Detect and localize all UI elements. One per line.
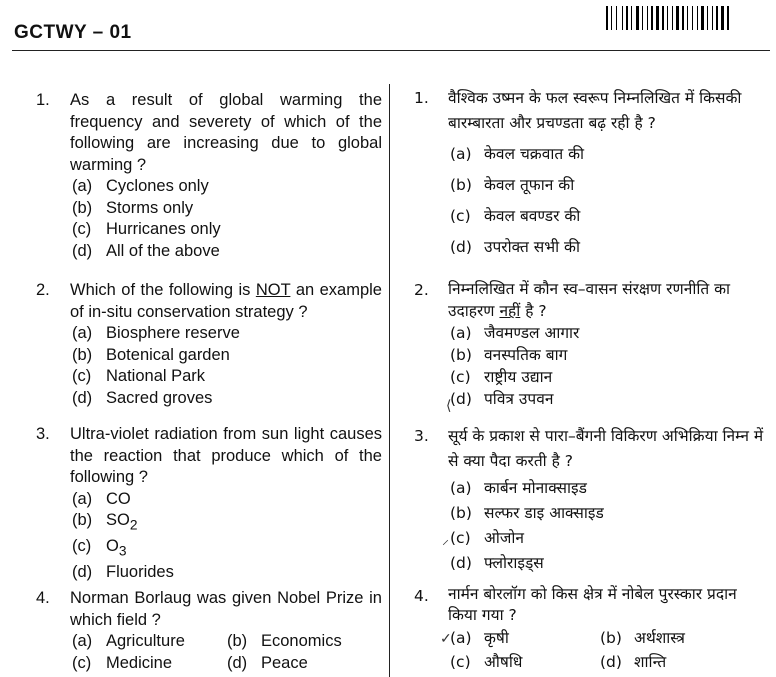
barcode-bar <box>667 6 668 30</box>
options-list <box>450 476 768 576</box>
option-a: (a) CO <box>72 489 131 508</box>
question-3-hi <box>414 424 768 576</box>
option-c: (c) Hurricanes only <box>72 220 221 238</box>
question-number: 4. <box>36 589 50 607</box>
question-text: Which of the following is NOT an example of in-situ conservation strategy ? <box>70 281 382 321</box>
barcode-bar <box>606 6 608 30</box>
options-list <box>72 489 382 584</box>
barcode-bar <box>647 6 648 30</box>
header-divider <box>12 50 770 51</box>
option-d: (d) फ्लोराइड्स <box>450 554 544 572</box>
barcode-bar <box>697 6 698 30</box>
question-text: Ultra-violet radiation from sun light causes the reaction that produce which of the following ? <box>70 425 382 486</box>
option-d: (d) Fluorides <box>72 562 174 581</box>
question-1-en <box>36 90 382 262</box>
option-c: (c) Medicine <box>72 653 173 672</box>
option-b: (b) Botenical garden <box>72 345 230 364</box>
pencil-tick-icon: ✓ <box>440 630 452 646</box>
option-d: (d) पवित्र उपवन <box>450 390 554 408</box>
option-a: (a) जैवमण्डल आगार <box>450 324 580 342</box>
barcode-bar <box>721 6 724 30</box>
barcode-bar <box>642 6 643 30</box>
barcode-bar <box>682 6 684 30</box>
question-number: 2. <box>414 281 429 299</box>
question-2-hi <box>414 278 768 410</box>
question-number: 3. <box>36 425 50 443</box>
barcode-bar <box>727 6 729 30</box>
option-a: (a) Biosphere reserve <box>72 324 240 342</box>
question-3-en <box>36 424 382 583</box>
barcode-bar <box>611 6 612 30</box>
barcode-bar <box>712 6 713 30</box>
question-number: 1. <box>414 89 429 107</box>
barcode-bar <box>707 6 708 30</box>
option-a: (a) केवल चक्रवात की <box>450 145 585 163</box>
options-list <box>450 626 768 674</box>
barcode-bar <box>631 6 632 30</box>
barcode-bar <box>692 6 693 30</box>
pencil-tick-icon: ⸝ <box>442 531 449 547</box>
option-a: (a) कार्बन मोनाक्साइड <box>450 479 587 497</box>
option-d: (d) All of the above <box>72 241 220 260</box>
option-c: (c) National Park <box>72 367 206 385</box>
barcode <box>606 6 770 30</box>
option-b: (b) Storms only <box>72 198 194 217</box>
option-a: (a) Cyclones only <box>72 177 209 195</box>
option-d: (d) Peace <box>227 653 308 672</box>
barcode-bar <box>622 6 623 30</box>
barcode-bar <box>662 6 664 30</box>
option-d: (d) Sacred groves <box>72 388 213 407</box>
barcode-bar <box>651 6 653 30</box>
emphasis-not: NOT <box>255 281 291 299</box>
option-d: (d) शान्ति <box>600 653 667 671</box>
option-b: (b) अर्थशास्त्र <box>600 629 685 647</box>
question-text: निम्नलिखित में कौन स्व–वासन संरक्षण रणनीति का उदाहरण नहीं है ? <box>448 280 731 320</box>
option-c: (c) औषधि <box>450 653 523 671</box>
pencil-tick-icon: ⟨ <box>446 397 452 413</box>
question-2-en <box>36 280 382 409</box>
question-text: नार्मन बोरलॉग को किस क्षेत्र में नोबेल पुरस्कार प्रदान किया गया ? <box>448 585 737 624</box>
options-list <box>72 323 382 409</box>
option-b: (b) सल्फर डाइ आक्साइड <box>450 504 604 522</box>
question-text: सूर्य के प्रकाश से पारा–बैंगनी विकिरण अभिक्रिया निम्न में से क्या पैदा करती है ? <box>448 427 764 470</box>
option-c: (c) ओजोन <box>450 529 524 547</box>
options-list <box>72 631 382 674</box>
barcode-bar <box>616 6 617 30</box>
option-c: (c) $O_3$ <box>72 536 127 559</box>
paper-code: GCTWY – 01 <box>14 22 132 43</box>
options-list <box>450 322 768 410</box>
question-text: वैश्विक उष्मन के फल स्वरूप निम्नलिखित में किसकी बारम्बारता और प्रचण्डता बढ़ रही है ? <box>448 89 742 132</box>
question-4-hi <box>414 584 768 674</box>
option-b: (b) Economics <box>227 632 342 650</box>
question-1-hi <box>414 86 768 260</box>
question-4-en <box>36 588 382 674</box>
options-list <box>450 142 768 260</box>
option-c: (c) केवल बवण्डर की <box>450 207 581 225</box>
option-b: (b) वनस्पतिक बाग <box>450 346 568 364</box>
option-c: (c) राष्ट्रीय उद्यान <box>450 368 553 386</box>
question-number: 3. <box>414 427 429 445</box>
barcode-bar <box>716 6 718 30</box>
option-a: (a) Agriculture <box>72 632 185 650</box>
barcode-bar <box>626 6 628 30</box>
option-d: (d) उपरोक्त सभी की <box>450 238 580 256</box>
emphasis-not: नहीं <box>499 302 521 320</box>
barcode-bar <box>656 6 659 30</box>
barcode-bar <box>676 6 679 30</box>
barcode-bar <box>672 6 673 30</box>
question-number: 4. <box>414 587 429 605</box>
barcode-bar <box>701 6 704 30</box>
barcode-bar <box>636 6 639 30</box>
options-list <box>72 176 382 262</box>
column-divider <box>389 84 390 677</box>
option-b: (b) केवल तूफान की <box>450 176 575 194</box>
option-b: (b) $SO_2$ <box>72 511 138 533</box>
question-text: Norman Borlaug was given Nobel Prize in which field ? <box>70 589 382 629</box>
question-number: 1. <box>36 91 50 109</box>
question-number: 2. <box>36 281 50 299</box>
question-text: As a result of global warming the frequency and severety of which of the following are increasing due to global warming ? <box>70 91 382 174</box>
option-a: (a) कृषी <box>450 629 509 647</box>
barcode-bar <box>687 6 688 30</box>
